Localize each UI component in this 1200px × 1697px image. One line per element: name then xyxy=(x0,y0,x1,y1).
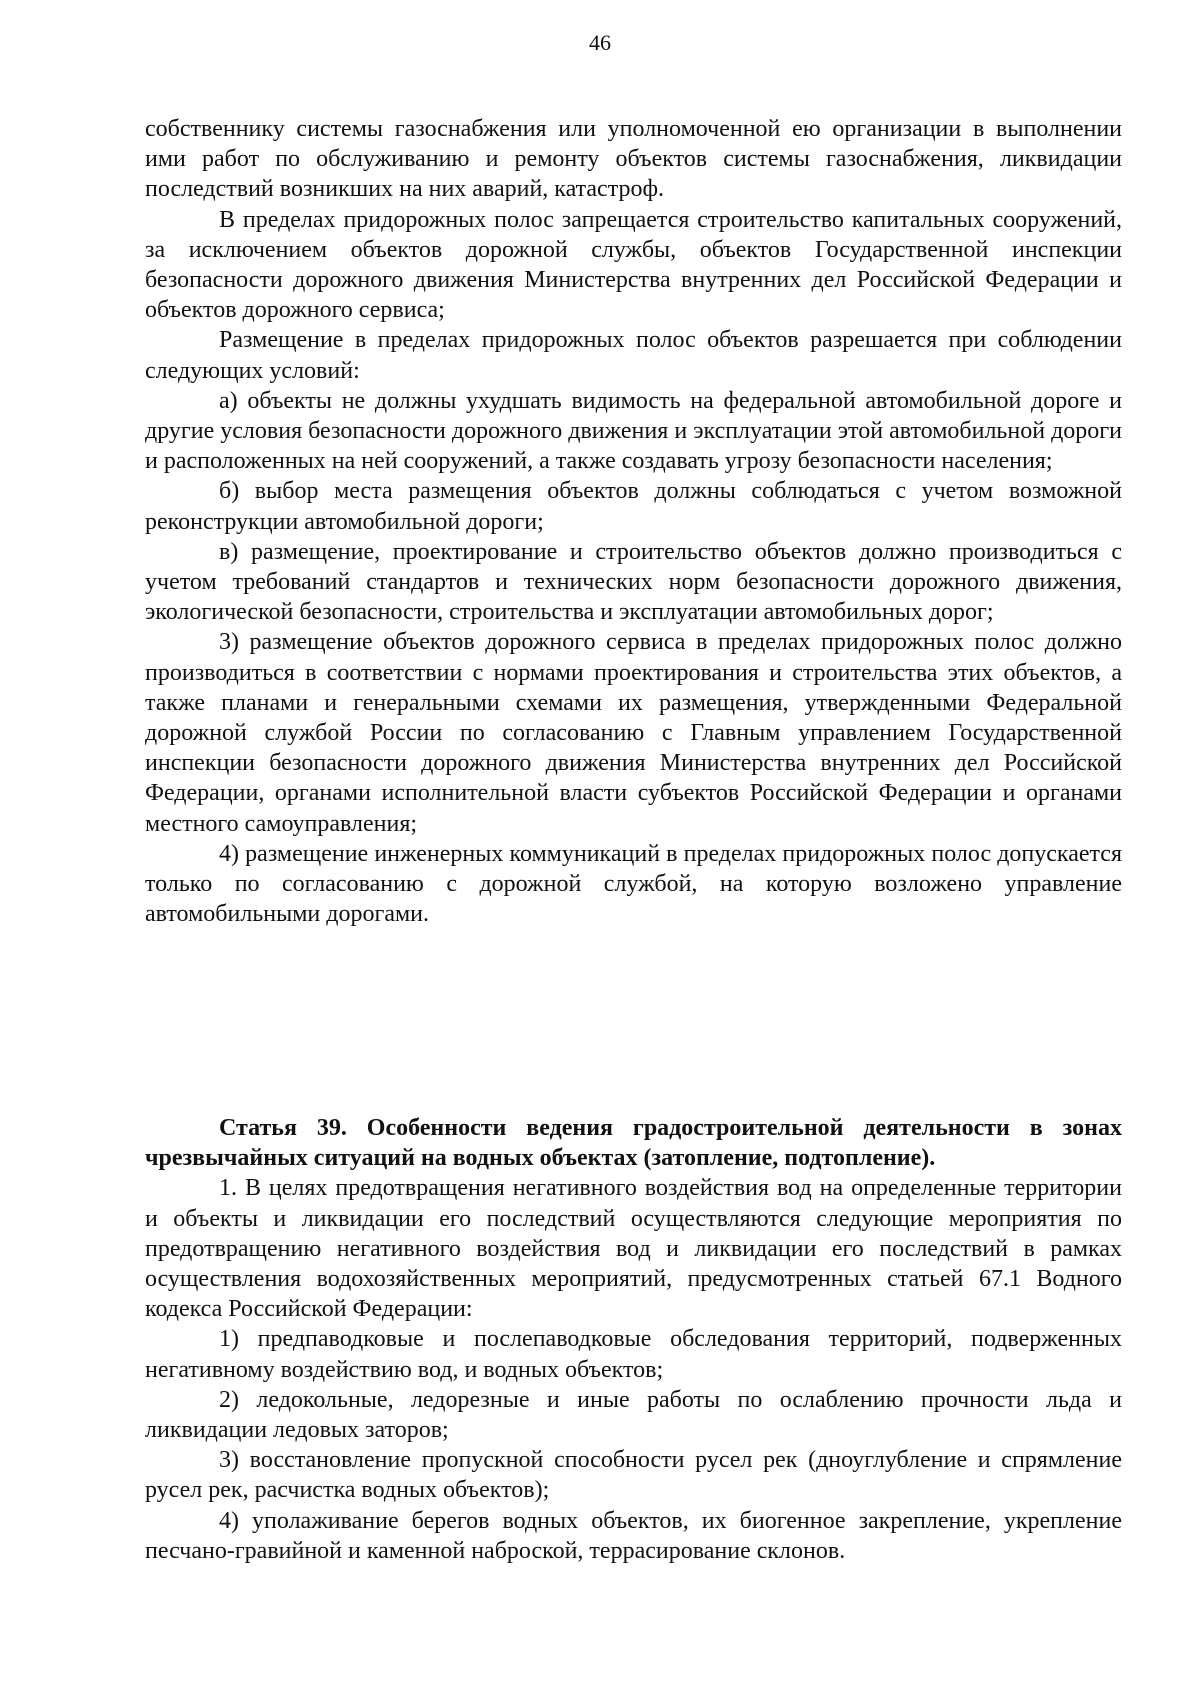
paragraph-measure-2: 2) ледокольные, ледорезные и иные работы по ослаблению прочности льда и ликвидации ледовых заторов; xyxy=(145,1386,1122,1444)
paragraph-condition-a: а) объекты не должны ухудшать видимость на федеральной автомобильной дороге и другие условия безопасности дорожного движения и эксплуатации этой автомобильной дороги и расположенных на ней сооружений, а также создавать угрозу безопасности населения; xyxy=(145,387,1122,475)
paragraph-article-39-intro: 1. В целях предотвращения негативного воздействия вод на определенные территории и объекты и ликвидации его последствий осуществляются следующие мероприятия по предотвращению негативного воздействия вод и ликвидации его последствий в рамках осуществления водохозяйственных мероприятий, предусмотренных статьей 67.1 Водного кодекса Российской Федерации: xyxy=(145,1175,1122,1323)
body-text-top xyxy=(145,114,1122,929)
paragraph-measure-1: 1) предпаводковые и послепаводковые обследования территорий, подверженных негативному воздействию вод, и водных объектов; xyxy=(145,1326,1122,1383)
paragraph-measure-3: 3) восстановление пропускной способности русел рек (дноуглубление и спрямление русел рек, расчистка водных объектов); xyxy=(145,1447,1122,1504)
article-heading: Статья 39. Особенности ведения градостроительной деятельности в зонах чрезвычайных ситуаций на водных объектах (затопление, подтопление). xyxy=(145,1115,1122,1172)
paragraph-condition-v: в) размещение, проектирование и строительство объектов должно производиться с учетом требований стандартов и технических норм безопасности дорожного движения, экологической безопасности, строительства и эксплуатации автомобильных дорог; xyxy=(145,538,1122,626)
paragraph-item-4-engineering-communications: 4) размещение инженерных коммуникаций в пределах придорожных полос допускается только по согласованию с дорожной службой, на которую возложено управление автомобильными дорогами. xyxy=(145,840,1122,928)
body-text-article-39 xyxy=(145,1113,1122,1566)
paragraph-item-3-road-service: 3) размещение объектов дорожного сервиса в пределах придорожных полос должно производиться в соответствии с нормами проектирования и строительства этих объектов, а также планами и генеральными схемами их размещения, утвержденными Федеральной дорожной службой России по согласованию с Главным управлением Государственной инспекции безопасности дорожного движения Министерства внутренних дел Российской Федерации, органами исполнительной власти субъектов Российской Федерации и органами местного самоуправления; xyxy=(145,629,1122,837)
paragraph-construction-prohibition: В пределах придорожных полос запрещается строительство капитальных сооружений, за исключением объектов дорожной службы, объектов Государственной инспекции безопасности дорожного движения Министерства внутренних дел Российской Федерации и объектов дорожного сервиса; xyxy=(145,206,1122,324)
paragraph-placement-conditions: Размещение в пределах придорожных полос объектов разрешается при соблюдении следующих условий: xyxy=(145,327,1122,384)
paragraph-gas-supply-continuation: собственнику системы газоснабжения или уполномоченной ею организации в выполнении ими работ по обслуживанию и ремонту объектов системы газоснабжения, ликвидации последствий возникших на них аварий, катастроф. xyxy=(145,116,1122,203)
paragraph-measure-4: 4) уполаживание берегов водных объектов, их биогенное закрепление, укрепление песчано-гравийной и каменной наброской, террасирование склонов. xyxy=(145,1507,1122,1564)
page-number: 46 xyxy=(589,30,611,55)
paragraph-condition-b: б) выбор места размещения объектов должны соблюдаться с учетом возможной реконструкции автомобильной дороги; xyxy=(145,478,1122,535)
